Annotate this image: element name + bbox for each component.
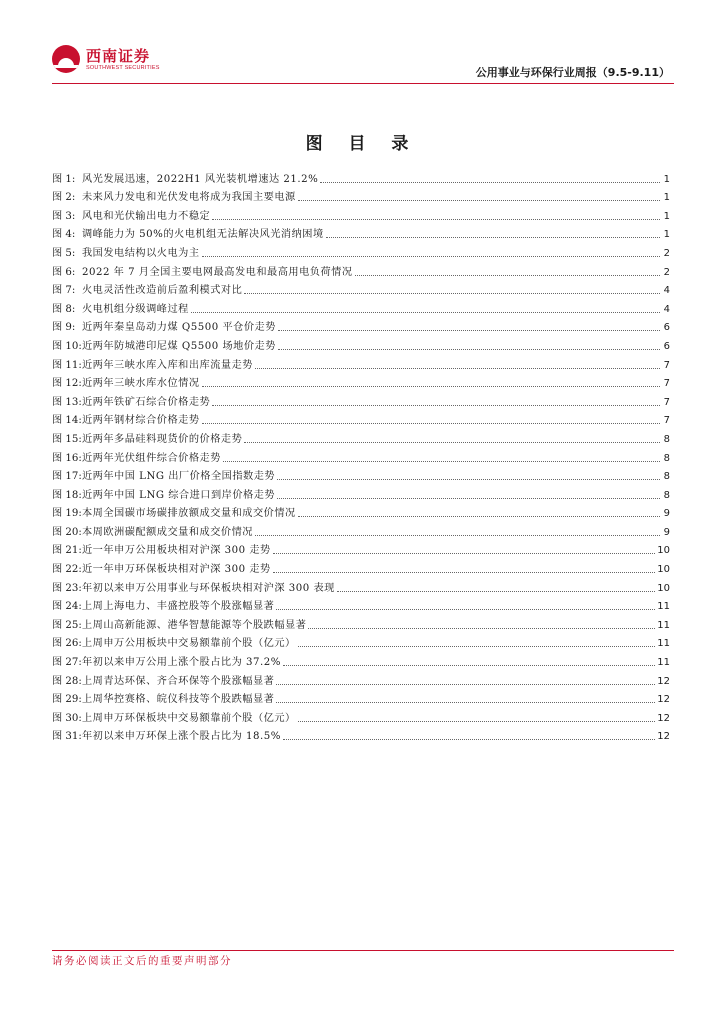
toc-entry-label <box>52 321 276 334</box>
footer-divider <box>52 950 674 951</box>
toc-entry-text: 近两年三峡水库入库和出库流量走势 <box>82 359 253 371</box>
toc-entry[interactable] <box>52 632 670 651</box>
toc-entry-label <box>52 247 200 260</box>
toc-dot-leader <box>273 552 656 554</box>
toc-entry-text: 2022 年 7 月全国主要电网最高发电和最高用电负荷情况 <box>82 266 353 278</box>
toc-entry-page: 11 <box>657 657 670 669</box>
toc-entry[interactable] <box>52 613 670 632</box>
toc-dot-leader <box>278 348 660 350</box>
toc-entry-text: 上周申万环保板块中交易额靠前个股（亿元） <box>82 712 296 724</box>
toc-dot-leader <box>202 385 660 387</box>
toc-entry-text: 近两年光伏组件综合价格走势 <box>82 452 221 464</box>
toc-entry-number: 图 20: <box>52 526 82 538</box>
toc-entry-number: 图 5: <box>52 247 76 259</box>
report-title: 公用事业与环保行业周报（9.5-9.11） <box>475 66 670 79</box>
toc-entry-page: 12 <box>657 731 670 743</box>
toc-entry[interactable] <box>52 650 670 669</box>
toc-entry-label <box>52 563 271 576</box>
toc-dot-leader <box>298 645 656 647</box>
toc-entry-label <box>52 526 253 539</box>
toc-entry-page: 2 <box>663 247 670 259</box>
toc-dot-leader <box>273 571 656 573</box>
toc-dot-leader <box>308 627 655 629</box>
toc-entry[interactable] <box>52 279 670 298</box>
toc-entry[interactable] <box>52 167 670 186</box>
toc-entry-page: 7 <box>663 415 670 427</box>
header-divider <box>52 83 674 84</box>
toc-entry[interactable] <box>52 483 670 502</box>
footer-notice: 请务必阅读正文后的重要声明部分 <box>52 955 232 967</box>
toc-entry-page: 9 <box>663 508 670 520</box>
logo-name-cn: 西南证券 <box>86 47 151 65</box>
toc-entry-label <box>52 675 274 688</box>
toc-dot-leader <box>276 683 655 685</box>
toc-entry-page: 8 <box>663 433 670 445</box>
toc-entry-number: 图 31: <box>52 731 82 743</box>
toc-entry[interactable] <box>52 688 670 707</box>
toc-entry-label <box>52 340 276 353</box>
toc-dot-leader <box>337 590 655 592</box>
toc-entry-number: 图 2: <box>52 192 76 204</box>
toc-dot-leader <box>202 255 660 257</box>
toc-dot-leader <box>212 404 660 406</box>
toc-dot-leader <box>223 460 660 462</box>
toc-entry-label <box>52 173 318 186</box>
toc-entry-page: 4 <box>663 303 670 315</box>
toc-entry-text: 风电和光伏输出电力不稳定 <box>82 210 211 222</box>
toc-entry[interactable] <box>52 204 670 223</box>
toc-entry-page: 7 <box>663 378 670 390</box>
toc-entry-page: 8 <box>663 489 670 501</box>
toc-entry-page: 1 <box>663 173 670 185</box>
sun-logo-icon <box>52 45 80 73</box>
toc-entry[interactable] <box>52 706 670 725</box>
toc-entry-number: 图 19: <box>52 508 82 520</box>
toc-dot-leader <box>298 720 656 722</box>
toc-entry-number: 图 7: <box>52 285 76 297</box>
toc-entry-text: 年初以来申万公用事业与环保板块相对沪深 300 表现 <box>82 582 335 594</box>
toc-entry-label <box>52 544 271 557</box>
toc-entry-page: 2 <box>663 266 670 278</box>
toc-entry-label <box>52 712 296 725</box>
toc-entry[interactable] <box>52 390 670 409</box>
toc-entry-number: 图 15: <box>52 433 82 445</box>
toc-entry-page: 6 <box>663 340 670 352</box>
toc-entry-text: 年初以来申万环保上涨个股占比为 18.5% <box>82 731 281 743</box>
toc-entry-number: 图 12: <box>52 378 82 390</box>
toc-entry-label <box>52 637 296 650</box>
toc-entry-number: 图 27: <box>52 657 82 669</box>
toc-entry-label <box>52 414 200 427</box>
toc-entry-number: 图 6: <box>52 266 76 278</box>
toc-entry-text: 本周全国碳市场碳排放额成交量和成交价情况 <box>82 508 296 520</box>
toc-entry[interactable] <box>52 260 670 279</box>
toc-entry-number: 图 14: <box>52 415 82 427</box>
toc-dot-leader <box>283 738 655 740</box>
toc-entry-number: 图 28: <box>52 675 82 687</box>
toc-entry-label <box>52 191 296 204</box>
toc-dot-leader <box>298 199 660 201</box>
company-logo <box>52 43 172 77</box>
toc-entry-text: 火电灵活性改造前后盈利模式对比 <box>82 285 243 297</box>
toc-entry[interactable] <box>52 372 670 391</box>
toc-entry[interactable] <box>52 669 670 688</box>
toc-entry-label <box>52 619 306 632</box>
toc-dot-leader <box>255 534 660 536</box>
toc-dot-leader <box>212 218 660 220</box>
toc-entry-page: 11 <box>657 638 670 650</box>
toc-entry-text: 调峰能力为 50%的火电机组无法解决风光消纳困境 <box>82 229 324 241</box>
toc-dot-leader <box>244 292 660 294</box>
toc-entry-number: 图 4: <box>52 229 76 241</box>
toc-dot-leader <box>276 701 655 703</box>
toc-entry-number: 图 3: <box>52 210 76 222</box>
toc-entry-number: 图 25: <box>52 619 82 631</box>
toc-entry-page: 11 <box>657 601 670 613</box>
toc-entry[interactable] <box>52 297 670 316</box>
toc-entry-label <box>52 396 210 409</box>
toc-entry-page: 7 <box>663 396 670 408</box>
toc-entry-label <box>52 433 242 446</box>
toc-entry-label <box>52 377 200 390</box>
toc-entry-number: 图 23: <box>52 582 82 594</box>
toc-entry-text: 本周欧洲碳配额成交量和成交价情况 <box>82 526 253 538</box>
toc-entry-number: 图 30: <box>52 712 82 724</box>
toc-entry[interactable] <box>52 409 670 428</box>
toc-entry-text: 未来风力发电和光伏发电将成为我国主要电源 <box>82 192 296 204</box>
toc-entry-label <box>52 656 281 669</box>
toc-entry-page: 1 <box>663 210 670 222</box>
toc-entry[interactable] <box>52 576 670 595</box>
toc-dot-leader <box>326 236 660 238</box>
toc-entry[interactable] <box>52 353 670 372</box>
toc-entry[interactable] <box>52 186 670 205</box>
toc-entry-page: 8 <box>663 471 670 483</box>
toc-entry-text: 近两年中国 LNG 出厂价格全国指数走势 <box>82 471 276 483</box>
toc-entry[interactable] <box>52 539 670 558</box>
toc-entry-text: 风光发展迅速，2022H1 风光装机增速达 21.2% <box>82 173 319 185</box>
toc-entry-label <box>52 730 281 743</box>
toc-entry-number: 图 29: <box>52 694 82 706</box>
toc-dot-leader <box>191 311 660 313</box>
logo-name-en: SOUTHWEST SECURITIES <box>86 65 160 71</box>
toc-entry-text: 上周山高新能源、港华智慧能源等个股跌幅显著 <box>82 619 307 631</box>
toc-dot-leader <box>255 367 660 369</box>
toc-entry-text: 上周上海电力、丰盛控股等个股涨幅显著 <box>82 601 275 613</box>
toc-entry[interactable] <box>52 465 670 484</box>
toc-entry-text: 近两年多晶硅料现货价的价格走势 <box>82 433 243 445</box>
toc-entry-label <box>52 228 324 241</box>
toc-entry-label <box>52 452 221 465</box>
toc-entry-page: 12 <box>657 675 670 687</box>
toc-entry-number: 图 10: <box>52 340 82 352</box>
toc-entry-text: 近一年申万公用板块相对沪深 300 走势 <box>82 545 271 557</box>
toc-entry[interactable] <box>52 502 670 521</box>
toc-entry-page: 6 <box>663 322 670 334</box>
toc-entry-page: 10 <box>657 582 670 594</box>
toc-entry[interactable] <box>52 427 670 446</box>
page-header <box>52 40 674 84</box>
toc-entry-number: 图 11: <box>52 359 82 371</box>
toc-dot-leader <box>278 329 660 331</box>
toc-dot-leader <box>277 478 660 480</box>
toc-dot-leader <box>276 608 655 610</box>
toc-entry-label <box>52 507 296 520</box>
toc-entry-text: 上周华控赛格、皖仪科技等个股跌幅显著 <box>82 694 275 706</box>
toc-entry-label <box>52 284 242 297</box>
toc-entry-label <box>52 266 353 279</box>
toc-entry[interactable] <box>52 241 670 260</box>
toc-entry-text: 年初以来申万公用上涨个股占比为 37.2% <box>82 657 281 669</box>
toc-entry-page: 10 <box>657 564 670 576</box>
toc-dot-leader <box>283 664 655 666</box>
toc-entry-page: 4 <box>663 285 670 297</box>
toc-entry-number: 图 21: <box>52 545 82 557</box>
toc-dot-leader <box>277 497 660 499</box>
toc-entry-number: 图 22: <box>52 564 82 576</box>
toc-dot-leader <box>244 441 660 443</box>
toc-entry-text: 近两年钢材综合价格走势 <box>82 415 200 427</box>
toc-entry-text: 我国发电结构以火电为主 <box>82 247 200 259</box>
toc-entry-page: 7 <box>663 359 670 371</box>
toc-entry-page: 1 <box>663 192 670 204</box>
toc-entry-text: 近两年防城港印尼煤 Q5500 场地价走势 <box>82 340 276 352</box>
toc-entry-label <box>52 470 275 483</box>
toc-entry-number: 图 17: <box>52 471 82 483</box>
toc-entry[interactable] <box>52 520 670 539</box>
toc-entry-text: 上周申万公用板块中交易额靠前个股（亿元） <box>82 638 296 650</box>
toc-dot-leader <box>355 274 660 276</box>
toc-entry-page: 12 <box>657 694 670 706</box>
toc-entry-page: 8 <box>663 452 670 464</box>
figure-toc-list <box>52 167 670 743</box>
toc-entry-number: 图 9: <box>52 322 76 334</box>
toc-entry[interactable] <box>52 446 670 465</box>
toc-dot-leader <box>202 422 660 424</box>
toc-entry-number: 图 18: <box>52 489 82 501</box>
toc-entry-label <box>52 210 210 223</box>
toc-entry-text: 近一年申万环保板块相对沪深 300 走势 <box>82 564 271 576</box>
toc-entry-text: 近两年铁矿石综合价格走势 <box>82 396 211 408</box>
toc-entry[interactable] <box>52 316 670 335</box>
toc-entry-number: 图 1: <box>52 173 76 185</box>
toc-entry-page: 1 <box>663 229 670 241</box>
toc-entry-label <box>52 600 274 613</box>
toc-entry-label <box>52 582 335 595</box>
toc-entry-number: 图 26: <box>52 638 82 650</box>
toc-entry[interactable] <box>52 223 670 242</box>
toc-title: 图 目 录 <box>305 134 419 154</box>
toc-entry[interactable] <box>52 725 670 744</box>
toc-entry-label <box>52 359 253 372</box>
toc-entry-label <box>52 489 275 502</box>
toc-entry[interactable] <box>52 595 670 614</box>
toc-entry-number: 图 13: <box>52 396 82 408</box>
toc-entry-page: 12 <box>657 712 670 724</box>
toc-entry-label <box>52 693 274 706</box>
toc-entry-number: 图 16: <box>52 452 82 464</box>
toc-entry-page: 10 <box>657 545 670 557</box>
toc-entry-text: 上周青达环保、齐合环保等个股涨幅显著 <box>82 675 275 687</box>
toc-entry[interactable] <box>52 557 670 576</box>
toc-entry-number: 图 24: <box>52 601 82 613</box>
toc-entry-number: 图 8: <box>52 303 76 315</box>
toc-entry-page: 11 <box>657 619 670 631</box>
toc-entry-text: 火电机组分级调峰过程 <box>82 303 189 315</box>
toc-entry-page: 9 <box>663 526 670 538</box>
toc-entry[interactable] <box>52 334 670 353</box>
toc-entry-text: 近两年三峡水库水位情况 <box>82 378 200 390</box>
toc-dot-leader <box>298 515 660 517</box>
toc-entry-text: 近两年中国 LNG 综合进口到岸价格走势 <box>82 489 276 501</box>
toc-entry-text: 近两年秦皇岛动力煤 Q5500 平仓价走势 <box>82 322 276 334</box>
toc-entry-label <box>52 303 189 316</box>
toc-dot-leader <box>320 181 660 183</box>
